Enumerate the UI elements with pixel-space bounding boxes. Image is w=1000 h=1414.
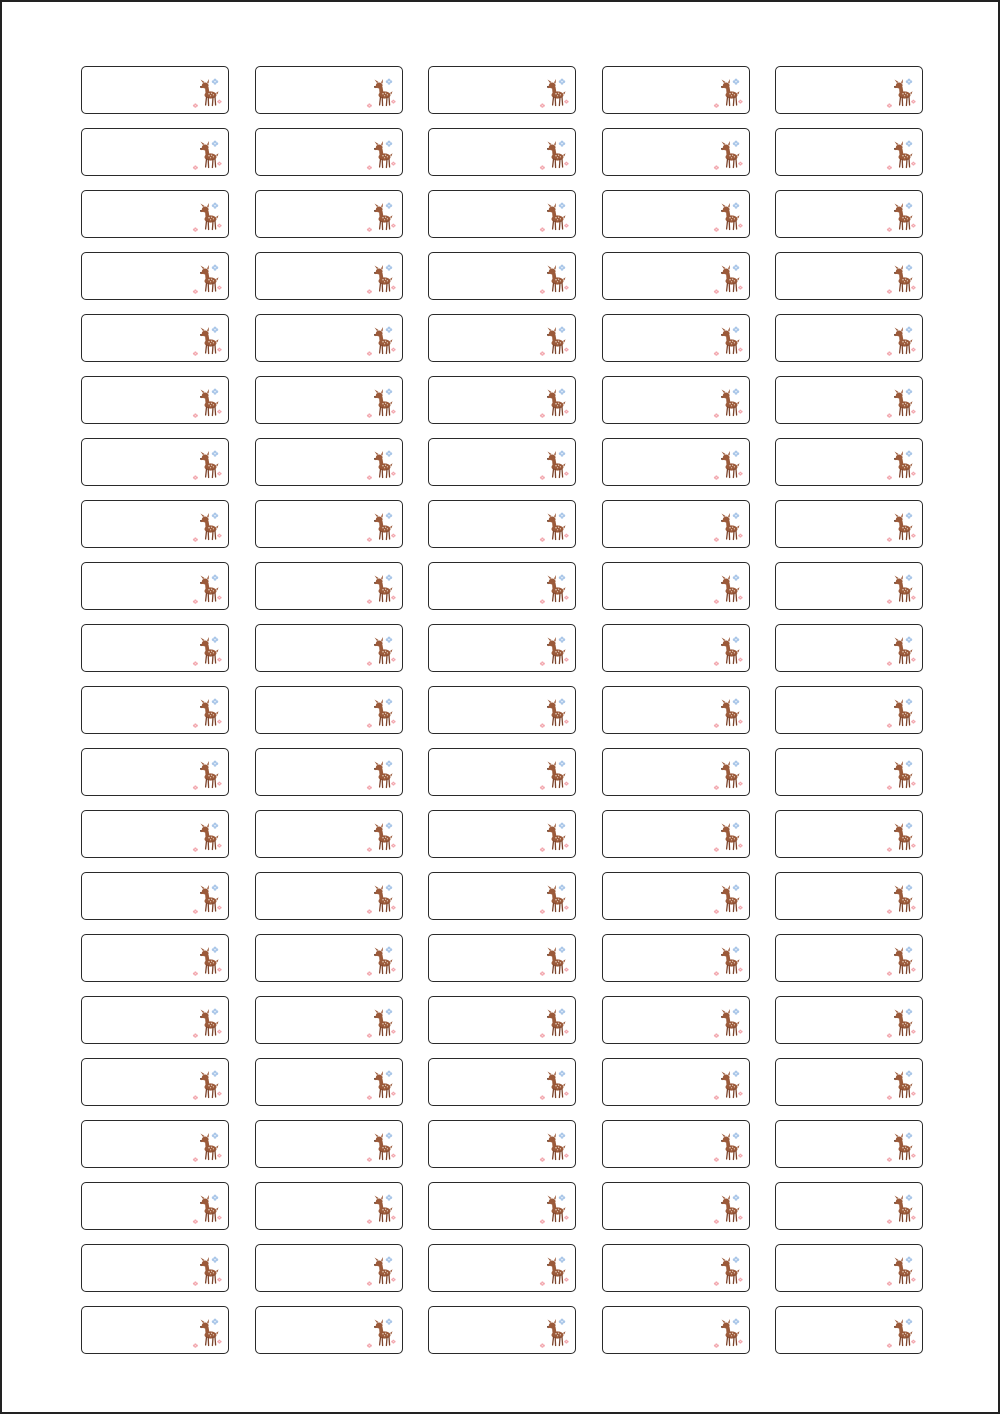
label-cell [775,438,923,486]
label-cell [775,376,923,424]
fawn-icon [366,1069,396,1101]
label-cell [775,996,923,1044]
fawn-icon [366,759,396,791]
label-cell [775,1120,923,1168]
fawn-icon [886,573,916,605]
label-cell [602,562,750,610]
fawn-icon [539,263,569,295]
fawn-icon [539,821,569,853]
fawn-icon [713,201,743,233]
label-cell [602,66,750,114]
label-cell [775,252,923,300]
fawn-icon [192,325,222,357]
label-cell [255,1058,403,1106]
fawn-icon [886,635,916,667]
label-cell [775,748,923,796]
label-cell [81,1306,229,1354]
fawn-icon [713,325,743,357]
fawn-icon [539,573,569,605]
fawn-icon [713,139,743,171]
label-cell [81,66,229,114]
label-cell [602,190,750,238]
label-cell [775,1306,923,1354]
label-cell [81,1244,229,1292]
fawn-icon [366,449,396,481]
label-cell [775,562,923,610]
label-cell [775,314,923,362]
label-cell [81,748,229,796]
fawn-icon [886,511,916,543]
label-cell [255,66,403,114]
label-cell [255,252,403,300]
label-cell [255,376,403,424]
label-cell [255,1182,403,1230]
fawn-icon [539,1317,569,1349]
fawn-icon [886,1255,916,1287]
label-cell [81,996,229,1044]
fawn-icon [886,1317,916,1349]
fawn-icon [539,1193,569,1225]
label-cell [428,1182,576,1230]
label-cell [602,1058,750,1106]
fawn-icon [713,573,743,605]
fawn-icon [539,201,569,233]
label-cell [428,438,576,486]
label-cell [81,934,229,982]
fawn-icon [713,697,743,729]
label-cell [602,748,750,796]
label-cell [81,872,229,920]
label-cell [81,562,229,610]
fawn-icon [886,945,916,977]
fawn-icon [366,201,396,233]
fawn-icon [366,821,396,853]
fawn-icon [713,759,743,791]
label-cell [81,1058,229,1106]
label-cell [428,562,576,610]
fawn-icon [366,883,396,915]
fawn-icon [539,511,569,543]
fawn-icon [713,263,743,295]
label-cell [775,128,923,176]
fawn-icon [539,387,569,419]
label-cell [602,1120,750,1168]
fawn-icon [713,1255,743,1287]
label-cell [602,376,750,424]
label-grid [81,66,923,1354]
fawn-icon [539,325,569,357]
label-cell [428,624,576,672]
label-cell [602,624,750,672]
fawn-icon [713,883,743,915]
label-cell [602,810,750,858]
fawn-icon [366,1131,396,1163]
label-cell [775,1182,923,1230]
fawn-icon [886,1193,916,1225]
label-cell [428,1306,576,1354]
label-cell [255,686,403,734]
fawn-icon [366,1317,396,1349]
fawn-icon [713,1069,743,1101]
fawn-icon [886,759,916,791]
fawn-icon [192,1193,222,1225]
label-cell [602,1182,750,1230]
label-cell [602,314,750,362]
label-cell [81,438,229,486]
fawn-icon [539,883,569,915]
fawn-icon [886,449,916,481]
label-cell [81,376,229,424]
label-cell [81,1120,229,1168]
label-cell [255,748,403,796]
fawn-icon [192,1007,222,1039]
label-cell [775,1244,923,1292]
label-cell [602,500,750,548]
fawn-icon [192,821,222,853]
label-cell [255,1306,403,1354]
label-cell [255,128,403,176]
label-cell [81,190,229,238]
fawn-icon [366,945,396,977]
label-cell [81,314,229,362]
fawn-icon [192,387,222,419]
fawn-icon [713,821,743,853]
fawn-icon [366,697,396,729]
label-cell [602,438,750,486]
fawn-icon [713,1317,743,1349]
label-cell [81,810,229,858]
label-cell [428,934,576,982]
label-cell [255,934,403,982]
fawn-icon [192,449,222,481]
fawn-icon [713,1131,743,1163]
fawn-icon [713,1193,743,1225]
fawn-icon [886,821,916,853]
label-cell [81,128,229,176]
label-cell [428,872,576,920]
fawn-icon [713,387,743,419]
fawn-icon [886,325,916,357]
fawn-icon [366,263,396,295]
label-cell [602,934,750,982]
label-cell [428,66,576,114]
label-cell [81,1182,229,1230]
fawn-icon [539,1255,569,1287]
fawn-icon [192,945,222,977]
fawn-icon [192,883,222,915]
label-cell [81,686,229,734]
fawn-icon [192,1131,222,1163]
fawn-icon [539,945,569,977]
fawn-icon [539,635,569,667]
label-cell [255,1120,403,1168]
fawn-icon [713,449,743,481]
label-cell [775,190,923,238]
label-cell [428,252,576,300]
label-cell [428,1058,576,1106]
fawn-icon [713,635,743,667]
label-cell [428,128,576,176]
fawn-icon [366,325,396,357]
label-cell [428,314,576,362]
fawn-icon [366,573,396,605]
label-cell [602,872,750,920]
fawn-icon [192,1069,222,1101]
fawn-icon [192,139,222,171]
label-cell [255,996,403,1044]
fawn-icon [886,697,916,729]
label-cell [775,1058,923,1106]
fawn-icon [886,387,916,419]
fawn-icon [192,697,222,729]
label-cell [255,438,403,486]
fawn-icon [539,1131,569,1163]
label-cell [428,500,576,548]
label-cell [255,872,403,920]
label-cell [775,66,923,114]
label-cell [775,810,923,858]
fawn-icon [366,387,396,419]
fawn-icon [886,201,916,233]
label-cell [775,686,923,734]
fawn-icon [539,759,569,791]
label-cell [428,686,576,734]
fawn-icon [192,201,222,233]
fawn-icon [886,139,916,171]
label-cell [255,562,403,610]
fawn-icon [539,77,569,109]
label-cell [428,376,576,424]
fawn-icon [366,77,396,109]
fawn-icon [886,1131,916,1163]
fawn-icon [192,1255,222,1287]
label-cell [81,500,229,548]
fawn-icon [366,1193,396,1225]
label-cell [255,624,403,672]
fawn-icon [886,1069,916,1101]
label-cell [81,624,229,672]
fawn-icon [886,883,916,915]
fawn-icon [192,573,222,605]
fawn-icon [713,1007,743,1039]
label-cell [255,190,403,238]
label-cell [428,996,576,1044]
fawn-icon [713,77,743,109]
fawn-icon [192,635,222,667]
label-cell [602,686,750,734]
label-cell [81,252,229,300]
label-cell [775,500,923,548]
fawn-icon [192,759,222,791]
fawn-icon [192,263,222,295]
label-cell [428,748,576,796]
label-cell [255,1244,403,1292]
fawn-icon [366,1255,396,1287]
fawn-icon [539,139,569,171]
label-cell [775,624,923,672]
label-cell [602,128,750,176]
label-cell [428,810,576,858]
fawn-icon [366,635,396,667]
label-cell [775,872,923,920]
label-cell [602,996,750,1044]
label-cell [255,810,403,858]
fawn-icon [713,511,743,543]
fawn-icon [713,945,743,977]
fawn-icon [886,263,916,295]
fawn-icon [192,77,222,109]
fawn-icon [539,1069,569,1101]
fawn-icon [366,139,396,171]
fawn-icon [539,1007,569,1039]
label-cell [428,1244,576,1292]
label-cell [602,1244,750,1292]
fawn-icon [539,697,569,729]
fawn-icon [192,511,222,543]
fawn-icon [366,511,396,543]
fawn-icon [886,77,916,109]
label-cell [255,500,403,548]
fawn-icon [192,1317,222,1349]
label-cell [602,1306,750,1354]
label-cell [255,314,403,362]
fawn-icon [886,1007,916,1039]
fawn-icon [366,1007,396,1039]
label-cell [775,934,923,982]
label-cell [602,252,750,300]
label-cell [428,190,576,238]
label-cell [428,1120,576,1168]
fawn-icon [539,449,569,481]
